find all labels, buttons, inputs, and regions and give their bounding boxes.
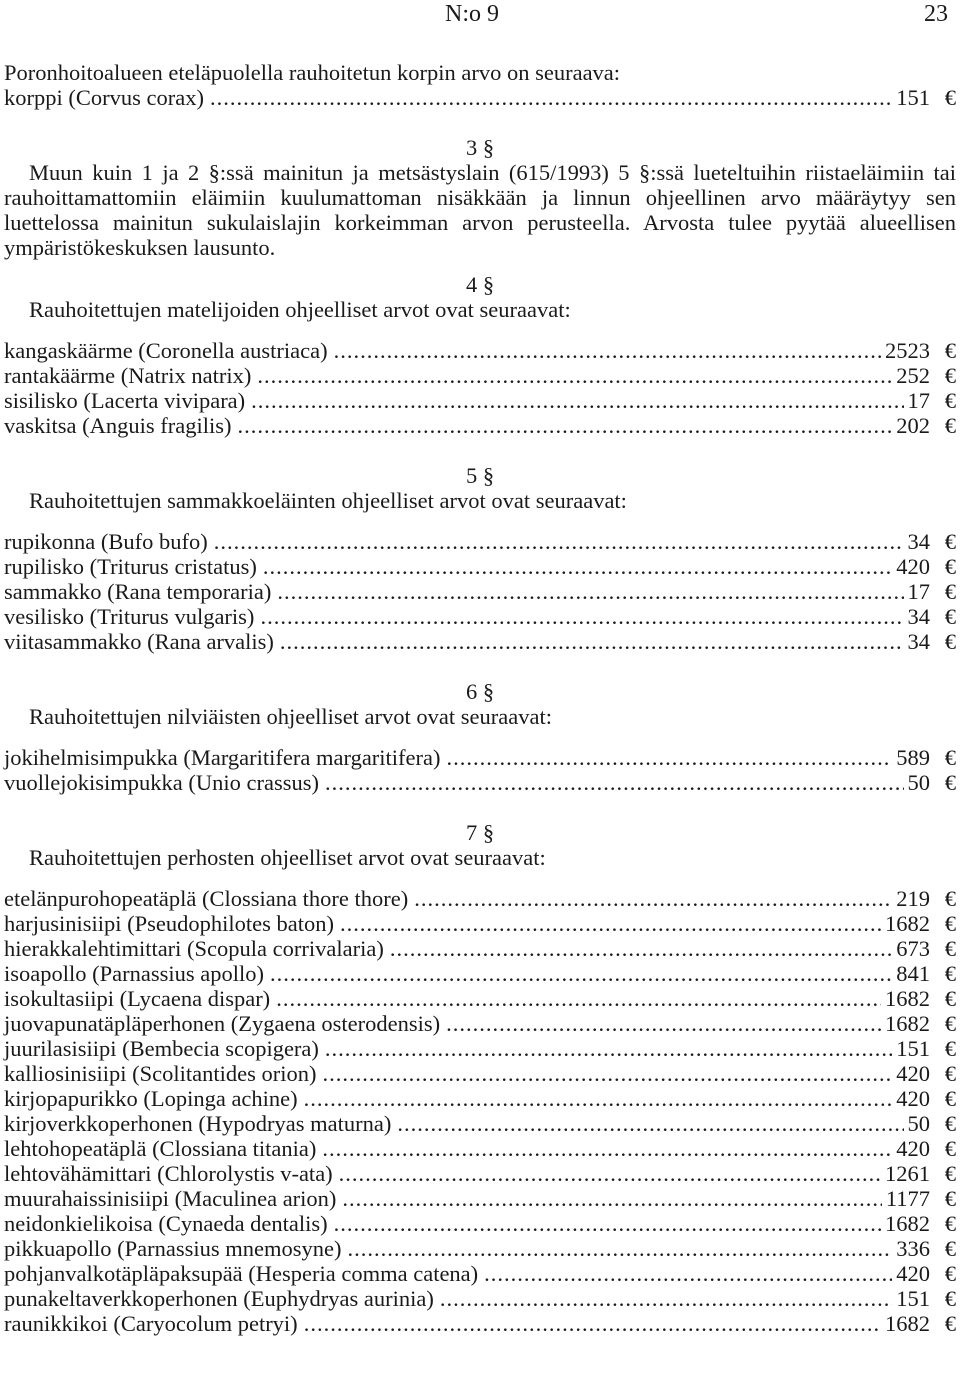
list-item xyxy=(4,986,956,1011)
euro-sign: € xyxy=(944,388,956,413)
species-name: sammakko (Rana temporaria) xyxy=(4,579,272,604)
dot-leader xyxy=(304,1086,893,1111)
euro-sign: € xyxy=(944,1186,956,1211)
species-value: 1682 xyxy=(885,986,930,1011)
list-item xyxy=(4,579,956,604)
species-value: 151 xyxy=(896,1036,930,1061)
euro-sign: € xyxy=(944,986,956,1011)
species-value: 1177 xyxy=(885,1186,930,1211)
dot-leader xyxy=(237,413,892,438)
document-number: N:o 9 xyxy=(445,1,499,27)
list-item xyxy=(4,1311,956,1336)
euro-sign: € xyxy=(944,961,956,986)
section-heading: 6 § xyxy=(465,679,495,704)
list-item xyxy=(4,936,956,961)
species-value: 50 xyxy=(907,770,930,795)
section-heading: 5 § xyxy=(465,463,495,488)
species-value: 841 xyxy=(896,961,930,986)
euro-sign: € xyxy=(944,1086,956,1111)
list-item xyxy=(4,886,956,911)
dot-leader xyxy=(304,1311,881,1336)
dot-leader xyxy=(325,1036,892,1061)
euro-sign: € xyxy=(944,363,956,388)
euro-sign: € xyxy=(944,579,956,604)
species-name: pohjanvalkotäpläpaksupää (Hesperia comma catena) xyxy=(4,1261,479,1286)
section-title: Rauhoitettujen perhosten ohjeelliset arvot ovat seuraavat: xyxy=(29,845,546,870)
euro-sign: € xyxy=(944,1211,956,1236)
euro-sign: € xyxy=(944,1036,956,1061)
euro-sign: € xyxy=(944,911,956,936)
species-value: 420 xyxy=(896,554,930,579)
species-name: harjusinisiipi (Pseudophilotes baton) xyxy=(4,911,334,936)
species-value: 17 xyxy=(907,388,930,413)
dot-leader xyxy=(257,363,892,388)
list-item xyxy=(4,1286,956,1311)
list-item xyxy=(4,413,956,438)
section-heading: 3 § xyxy=(465,135,495,160)
species-value: 420 xyxy=(896,1086,930,1111)
dot-leader xyxy=(334,1211,881,1236)
species-name: sisilisko (Lacerta vivipara) xyxy=(4,388,246,413)
species-value: 34 xyxy=(907,529,930,554)
dot-leader xyxy=(276,986,881,1011)
dot-leader xyxy=(339,1161,881,1186)
species-name: pikkuapollo (Parnassius mnemosyne) xyxy=(4,1236,342,1261)
species-value: 420 xyxy=(896,1261,930,1286)
species-value: 1261 xyxy=(885,1161,930,1186)
species-name: viitasammakko (Rana arvalis) xyxy=(4,629,274,654)
section-text: Muun kuin 1 ja 2 §:ssä mainitun ja metsästyslain (615/1993) 5 §:ssä lueteltuihin riistaeläimiin tai rauhoittamattomiin eläimiin kuulumattoman nisäkkään ja linnun ohjeellinen arvo määräytyy sen luettelossa mainitun sukulaislajin korkeimman arvon perusteella. Arvosta tulee pyytää alueellisen ympäristökeskuksen lausunto. xyxy=(4,160,956,260)
euro-sign: € xyxy=(944,936,956,961)
euro-sign: € xyxy=(944,1161,956,1186)
species-name: jokihelmisimpukka (Margaritifera margaritifera) xyxy=(4,745,441,770)
species-value: 34 xyxy=(907,604,930,629)
species-value: 50 xyxy=(907,1111,930,1136)
species-name: vesilisko (Triturus vulgaris) xyxy=(4,604,255,629)
euro-sign: € xyxy=(944,1136,956,1161)
list-item xyxy=(4,961,956,986)
species-name: lehtohopeatäplä (Clossiana titania) xyxy=(4,1136,317,1161)
species-name: muurahaissinisiipi (Maculinea arion) xyxy=(4,1186,337,1211)
dot-leader xyxy=(263,554,892,579)
species-value: 219 xyxy=(896,886,930,911)
dot-leader xyxy=(260,604,903,629)
dot-leader xyxy=(446,1011,881,1036)
species-name: juurilasisiipi (Bembecia scopigera) xyxy=(4,1036,319,1061)
species-value: 336 xyxy=(896,1236,930,1261)
list-item xyxy=(4,1261,956,1286)
dot-leader xyxy=(210,85,892,110)
species-name: juovapunatäpläperhonen (Zygaena osterodensis) xyxy=(4,1011,441,1036)
species-value: 673 xyxy=(896,936,930,961)
section-title: Rauhoitettujen nilviäisten ohjeelliset arvot ovat seuraavat: xyxy=(29,704,552,729)
dot-leader xyxy=(342,1186,881,1211)
list-item xyxy=(4,745,956,770)
list-item xyxy=(4,338,956,363)
list-item xyxy=(4,529,956,554)
section-heading: 7 § xyxy=(465,820,495,845)
species-value: 2523 xyxy=(885,338,930,363)
list-item xyxy=(4,388,956,413)
euro-sign: € xyxy=(944,1311,956,1336)
euro-sign: € xyxy=(944,85,956,110)
list-item xyxy=(4,1186,956,1211)
species-list xyxy=(4,529,956,654)
euro-sign: € xyxy=(944,1236,956,1261)
euro-sign: € xyxy=(944,604,956,629)
dot-leader xyxy=(447,745,893,770)
dot-leader xyxy=(322,1136,892,1161)
species-name: kangaskäärme (Coronella austriaca) xyxy=(4,338,328,363)
list-item xyxy=(4,770,956,795)
species-name: punakeltaverkkoperhonen (Euphydryas aurinia) xyxy=(4,1286,434,1311)
page-header xyxy=(0,0,960,30)
species-list xyxy=(4,338,956,438)
list-item xyxy=(4,1161,956,1186)
dot-leader xyxy=(251,388,903,413)
species-name: kalliosinisiipi (Scolitantides orion) xyxy=(4,1061,317,1086)
species-value: 17 xyxy=(907,579,930,604)
list-item xyxy=(4,1036,956,1061)
euro-sign: € xyxy=(944,1261,956,1286)
species-name: isoapollo (Parnassius apollo) xyxy=(4,961,264,986)
dot-leader xyxy=(270,961,892,986)
species-name: rupikonna (Bufo bufo) xyxy=(4,529,208,554)
euro-sign: € xyxy=(944,745,956,770)
euro-sign: € xyxy=(944,338,956,363)
section-heading: 4 § xyxy=(465,272,495,297)
dot-leader xyxy=(322,1061,892,1086)
list-item xyxy=(4,1011,956,1036)
species-name: isokultasiipi (Lycaena dispar) xyxy=(4,986,271,1011)
list-item xyxy=(4,1136,956,1161)
list-item xyxy=(4,1211,956,1236)
dot-leader xyxy=(334,338,881,363)
species-value: 1682 xyxy=(885,1211,930,1236)
intro-text: Poronhoitoalueen eteläpuolella rauhoitetun korpin arvo on seuraava: xyxy=(4,60,621,85)
dot-leader xyxy=(390,936,892,961)
species-name: lehtovähämittari (Chlorolystis v-ata) xyxy=(4,1161,333,1186)
species-value: 589 xyxy=(896,745,930,770)
list-item xyxy=(4,1236,956,1261)
species-name: korppi (Corvus corax) xyxy=(4,85,204,110)
species-name: rupilisko (Triturus cristatus) xyxy=(4,554,257,579)
species-value: 151 xyxy=(896,1286,930,1311)
euro-sign: € xyxy=(944,770,956,795)
species-value: 420 xyxy=(896,1061,930,1086)
dot-leader xyxy=(414,886,892,911)
species-name: raunikkikoi (Caryocolum petryi) xyxy=(4,1311,298,1336)
dot-leader xyxy=(277,579,903,604)
euro-sign: € xyxy=(944,1286,956,1311)
species-name: vuollejokisimpukka (Unio crassus) xyxy=(4,770,319,795)
euro-sign: € xyxy=(944,554,956,579)
species-name: kirjoverkkoperhonen (Hypodryas maturna) xyxy=(4,1111,392,1136)
list-item xyxy=(4,1061,956,1086)
list-item xyxy=(4,604,956,629)
species-name: neidonkielikoisa (Cynaeda dentalis) xyxy=(4,1211,328,1236)
species-name: kirjopapurikko (Lopinga achine) xyxy=(4,1086,298,1111)
list-item xyxy=(4,554,956,579)
species-value: 420 xyxy=(896,1136,930,1161)
euro-sign: € xyxy=(944,1111,956,1136)
document-body xyxy=(4,60,956,1336)
dot-leader xyxy=(484,1261,892,1286)
section-title: Rauhoitettujen matelijoiden ohjeelliset arvot ovat seuraavat: xyxy=(29,297,571,322)
species-value: 252 xyxy=(896,363,930,388)
dot-leader xyxy=(347,1236,892,1261)
euro-sign: € xyxy=(944,1011,956,1036)
list-item xyxy=(4,363,956,388)
species-value: 1682 xyxy=(885,911,930,936)
list-item xyxy=(4,1086,956,1111)
dot-leader xyxy=(325,770,904,795)
species-name: etelänpurohopeatäplä (Clossiana thore thore) xyxy=(4,886,409,911)
species-value: 202 xyxy=(896,413,930,438)
species-name: vaskitsa (Anguis fragilis) xyxy=(4,413,232,438)
species-name: hierakkalehtimittari (Scopula corrivalaria) xyxy=(4,936,384,961)
euro-sign: € xyxy=(944,1061,956,1086)
euro-sign: € xyxy=(944,886,956,911)
species-list xyxy=(4,745,956,795)
page-number: 23 xyxy=(924,1,948,27)
species-list xyxy=(4,886,956,1336)
species-value: 1682 xyxy=(885,1011,930,1036)
list-item xyxy=(4,629,956,654)
list-item xyxy=(4,85,956,110)
list-item xyxy=(4,1111,956,1136)
species-name: rantakäärme (Natrix natrix) xyxy=(4,363,252,388)
species-value: 151 xyxy=(896,85,930,110)
list-item xyxy=(4,911,956,936)
species-value: 34 xyxy=(907,629,930,654)
euro-sign: € xyxy=(944,629,956,654)
dot-leader xyxy=(214,529,904,554)
dot-leader xyxy=(397,1111,903,1136)
dot-leader xyxy=(340,911,881,936)
euro-sign: € xyxy=(944,413,956,438)
species-value: 1682 xyxy=(885,1311,930,1336)
euro-sign: € xyxy=(944,529,956,554)
dot-leader xyxy=(440,1286,892,1311)
dot-leader xyxy=(280,629,904,654)
section-title: Rauhoitettujen sammakkoeläinten ohjeelliset arvot ovat seuraavat: xyxy=(29,488,627,513)
